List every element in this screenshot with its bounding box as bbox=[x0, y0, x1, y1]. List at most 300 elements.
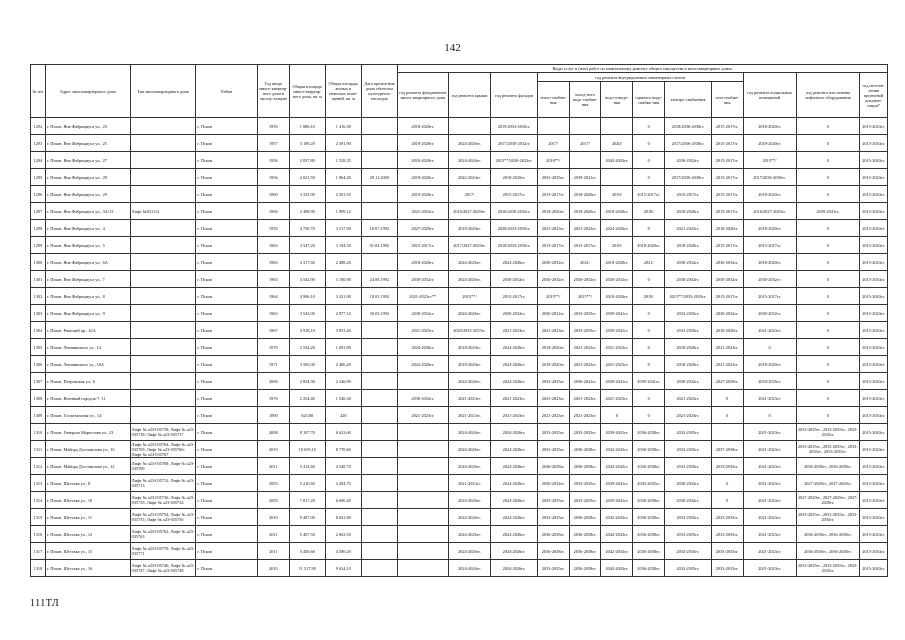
cell-year: 1957 bbox=[257, 135, 289, 152]
cell-lift: 0 bbox=[796, 118, 860, 135]
cell-living: 6 841,80 bbox=[325, 509, 361, 526]
cell-date bbox=[361, 407, 397, 424]
cell-facade: 2024-2026гг. bbox=[491, 492, 538, 509]
cell-gas: 2015-2017гг. bbox=[711, 169, 743, 186]
cell-gas: 2033-2035гг. bbox=[711, 526, 743, 543]
cell-lift: 0 bbox=[796, 135, 860, 152]
cell-hot: 2036-2038гг. bbox=[633, 560, 665, 577]
cell-foundation: 2018-2020гг. bbox=[397, 169, 448, 186]
cell-cold: 2033-2035гг. bbox=[569, 322, 601, 339]
cell-facade: 2021-2023гг. bbox=[491, 390, 538, 407]
cell-foundation bbox=[397, 373, 448, 390]
cell-total: 8 107,70 bbox=[289, 424, 325, 441]
cell-num: 1317 bbox=[31, 543, 46, 560]
cell-address: г. Псков, Генерала Маргелова ул., 23 bbox=[45, 424, 130, 441]
cell-cold: 2030-2032гг. bbox=[569, 271, 601, 288]
table-row bbox=[31, 407, 888, 424]
cell-total: 4 906,10 bbox=[289, 288, 325, 305]
cell-lift: 0 bbox=[796, 220, 860, 237]
cell-living: 4 294,70 bbox=[325, 475, 361, 492]
cell-address: г. Псков, Яна Фабрициуса ул., 25 bbox=[45, 135, 130, 152]
cell-docs: 2015-2043гг. bbox=[860, 254, 888, 271]
cell-num: 1292 bbox=[31, 118, 46, 135]
cell-sewer: 2039-2041гг. bbox=[601, 322, 633, 339]
cell-num: 1294 bbox=[31, 152, 46, 169]
cell-sewer: 2039-2041гг. bbox=[601, 492, 633, 509]
cell-lift: 2036-2038гг., 2036-2038гг. bbox=[796, 458, 860, 475]
cell-roof: 2021-2023гг. bbox=[448, 390, 490, 407]
cell-living: 6 696,40 bbox=[325, 492, 361, 509]
cell-total: 3 547,20 bbox=[289, 237, 325, 254]
cell-type bbox=[130, 169, 196, 186]
cell-living: 2 488,20 bbox=[325, 254, 361, 271]
cell-date: 29.11.2000 bbox=[361, 169, 397, 186]
cell-sewer: 2042-2043гг. bbox=[601, 560, 633, 577]
cell-hot: 0 bbox=[633, 118, 665, 135]
cell-lift: 2033-2035гг., 2033-2035гг., 2033-2035гг. bbox=[796, 560, 860, 577]
cell-type bbox=[130, 339, 196, 356]
table-row bbox=[31, 526, 888, 543]
cell-elec: 2030-2032гг. bbox=[665, 475, 712, 492]
header-heating: тепло-снабже-ния bbox=[537, 82, 569, 118]
cell-num: 1314 bbox=[31, 492, 46, 509]
cell-gas: 2037-2038гг. bbox=[711, 441, 743, 458]
cell-year: 1966 bbox=[257, 203, 289, 220]
header-gas: газо-снабже-ния bbox=[711, 82, 743, 118]
cell-basement: 2021-2023гг. bbox=[743, 560, 796, 577]
cell-lift: 0 bbox=[796, 152, 860, 169]
cell-living: 2 391,90 bbox=[325, 135, 361, 152]
cell-cold: 2015-2017гг. bbox=[569, 237, 601, 254]
cell-district: г. Псков bbox=[196, 186, 258, 203]
cell-hot: 2039-2041гг. bbox=[633, 373, 665, 390]
cell-year: 1970 bbox=[257, 339, 289, 356]
cell-basement: 2016/2027-2029гг. bbox=[743, 203, 796, 220]
cell-heat bbox=[537, 118, 569, 135]
cell-roof: 2017/ bbox=[448, 186, 490, 203]
cell-type bbox=[130, 254, 196, 271]
cell-gas: 2018-2020гг. bbox=[711, 220, 743, 237]
cell-docs: 2015-2043гг. bbox=[860, 543, 888, 560]
cell-cold: 2018-2020гг. bbox=[569, 203, 601, 220]
cell-docs: 2015-2043гг. bbox=[860, 305, 888, 322]
cell-docs: 2015-2043гг. bbox=[860, 118, 888, 135]
cell-address: г. Псков, Шестака ул., 8 bbox=[45, 475, 130, 492]
header-year-built: Год ввода много-квартир-ного дома в эксплу-атацию bbox=[257, 65, 289, 118]
cell-gas: 2015-2017гг. bbox=[711, 237, 743, 254]
table-row bbox=[31, 118, 888, 135]
cell-elec: 2033-2035гг. bbox=[665, 543, 712, 560]
cell-type bbox=[130, 237, 196, 254]
cell-facade: 2024-2026гг. bbox=[491, 509, 538, 526]
cell-docs: 2015-2043гг. bbox=[860, 441, 888, 458]
cell-basement: 2015-2017гг. bbox=[743, 288, 796, 305]
cell-lift: 0 bbox=[796, 237, 860, 254]
cell-year: 2011 bbox=[257, 458, 289, 475]
cell-cold: 2036-2041гг. bbox=[569, 373, 601, 390]
cell-total: 2 934,30 bbox=[289, 373, 325, 390]
table-row bbox=[31, 322, 888, 339]
cell-heat: 2036-2038гг. bbox=[537, 543, 569, 560]
cell-cold: 2036-2038гг. bbox=[569, 560, 601, 577]
cell-living: 2 406,20 bbox=[325, 356, 361, 373]
cell-facade: 2015-2017гг. bbox=[491, 288, 538, 305]
cell-living: 2 346,90 bbox=[325, 373, 361, 390]
cell-type bbox=[130, 220, 196, 237]
cell-living: 1 546,30 bbox=[325, 390, 361, 407]
cell-sewer: 2039-2041гг. bbox=[601, 475, 633, 492]
cell-address: г. Псков, Яна Фабрициуса ул., 29 bbox=[45, 186, 130, 203]
cell-gas: 2018-2020гг. bbox=[711, 322, 743, 339]
header-works-group: Виды услуг и (или) работ по капитальному ремонту общего имущества в многоквартирных домах bbox=[397, 65, 887, 73]
cell-gas: 2033-2035гг. bbox=[711, 458, 743, 475]
cell-roof: 2024-2026гг. bbox=[448, 254, 490, 271]
cell-num: 1311 bbox=[31, 441, 46, 458]
cell-date bbox=[361, 339, 397, 356]
cell-basement: 2021-2023гг. bbox=[743, 543, 796, 560]
cell-foundation bbox=[397, 509, 448, 526]
cell-district: г. Псков bbox=[196, 339, 258, 356]
cell-living: 3 217,90 bbox=[325, 220, 361, 237]
cell-facade: 2024-2026гг. bbox=[491, 254, 538, 271]
page-number: 142 bbox=[444, 42, 461, 54]
cell-hot: 2036-2038гг. bbox=[633, 509, 665, 526]
cell-elec: 2021-2023гг. bbox=[665, 220, 712, 237]
cell-date bbox=[361, 152, 397, 169]
cell-hot: 0 bbox=[633, 220, 665, 237]
header-house-type: Тип многоквартирного дома bbox=[130, 65, 196, 118]
cell-district: г. Псков bbox=[196, 526, 258, 543]
cell-roof: 2024-2026гг. bbox=[448, 424, 490, 441]
cell-docs: 2015-2043гг. bbox=[860, 271, 888, 288]
cell-total: 3 918,10 bbox=[289, 322, 325, 339]
cell-hot: 2018/ bbox=[633, 203, 665, 220]
cell-roof: 2017/2027-2029гг. bbox=[448, 237, 490, 254]
cell-elec: 2030-2032гг. bbox=[665, 152, 712, 169]
cell-type bbox=[130, 118, 196, 135]
cell-heat: 2033-2035гг. bbox=[537, 560, 569, 577]
cell-foundation bbox=[397, 441, 448, 458]
cell-facade: 2024-2026гг. bbox=[491, 441, 538, 458]
cell-hot: 2036-2038гг. bbox=[633, 492, 665, 509]
cell-date: 01.04.1992 bbox=[361, 237, 397, 254]
cell-facade: 2024-2026гг. bbox=[491, 339, 538, 356]
cell-date: 24.06.1992 bbox=[361, 271, 397, 288]
cell-district: г. Псков bbox=[196, 220, 258, 237]
cell-hot: 0 bbox=[633, 356, 665, 373]
cell-district: г. Псков bbox=[196, 237, 258, 254]
cell-elec: 2030-2032гг. bbox=[665, 254, 712, 271]
cell-elec: 2015**/2033-2035гг. bbox=[665, 288, 712, 305]
cell-num: 1316 bbox=[31, 526, 46, 543]
cell-heat: 2015-2017гг. bbox=[537, 237, 569, 254]
cell-date bbox=[361, 543, 397, 560]
cell-cold: 2039-2041гг. bbox=[569, 169, 601, 186]
cell-roof: 2024-2026гг. bbox=[448, 560, 490, 577]
cell-basement: 2021-2023гг. bbox=[743, 526, 796, 543]
cell-hot: 2036-2038гг. bbox=[633, 424, 665, 441]
cell-facade: 2021-2023гг. bbox=[491, 322, 538, 339]
cell-facade: 2024-2026гг. bbox=[491, 475, 538, 492]
cell-living: 2 501,93 bbox=[325, 186, 361, 203]
cell-district: г. Псков bbox=[196, 475, 258, 492]
table-row bbox=[31, 186, 888, 203]
cell-basement: 2018-2020гг. bbox=[743, 220, 796, 237]
table-row bbox=[31, 237, 888, 254]
cell-sewer: 2018-2020гг. bbox=[601, 203, 633, 220]
cell-address: г. Псков, Шестака ул., 16 bbox=[45, 560, 130, 577]
cell-lift: 0 bbox=[796, 254, 860, 271]
cell-foundation: 2018-2020гг. bbox=[397, 118, 448, 135]
cell-docs: 2015-2043гг. bbox=[860, 152, 888, 169]
cell-date bbox=[361, 458, 397, 475]
cell-address: г. Псков, Яна Фабрициуса ул., 8 bbox=[45, 288, 130, 305]
cell-district: г. Псков bbox=[196, 390, 258, 407]
cell-date bbox=[361, 560, 397, 577]
cell-num: 1295 bbox=[31, 169, 46, 186]
cell-address: г. Псков, Шестака ул., 15 bbox=[45, 543, 130, 560]
header-design-docs: год изготов-ления проектной докумен-тации* bbox=[860, 73, 888, 118]
cell-docs: 2015-2043гг. bbox=[860, 203, 888, 220]
cell-docs: 2015-2043гг. bbox=[860, 390, 888, 407]
cell-foundation bbox=[397, 526, 448, 543]
header-sewerage: водо-отведе-ния bbox=[601, 82, 633, 118]
cell-heat: 2036-2038гг. bbox=[537, 458, 569, 475]
header-num: № п/п bbox=[31, 65, 46, 118]
cell-total: 11 517,90 bbox=[289, 560, 325, 577]
cell-district: г. Псков bbox=[196, 509, 258, 526]
cell-roof: 2042-2043гг. bbox=[448, 169, 490, 186]
cell-heat: 2033-2035гг. bbox=[537, 492, 569, 509]
cell-lift: 0 bbox=[796, 390, 860, 407]
cell-living: 2 877,10 bbox=[325, 305, 361, 322]
cell-basement: 2021-2023гг. bbox=[743, 458, 796, 475]
table-row bbox=[31, 424, 888, 441]
cell-type bbox=[130, 288, 196, 305]
header-cold-water: холод-ного водо-снабже-ния bbox=[569, 82, 601, 118]
cell-district: г. Псков bbox=[196, 288, 258, 305]
cell-date bbox=[361, 203, 397, 220]
cell-gas: 2027-2029гг. bbox=[711, 373, 743, 390]
footer-mark: 111ТЛ bbox=[30, 598, 60, 609]
table-row bbox=[31, 135, 888, 152]
cell-roof: 2024-2026гг. bbox=[448, 526, 490, 543]
cell-num: 1299 bbox=[31, 237, 46, 254]
cell-gas: 2033-2035гг. bbox=[711, 560, 743, 577]
cell-sewer: 2021-2023гг. bbox=[601, 390, 633, 407]
cell-basement: 2018-2020гг. bbox=[743, 118, 796, 135]
cell-num: 1300 bbox=[31, 254, 46, 271]
cell-heat: 2015-2017гг. bbox=[537, 186, 569, 203]
cell-foundation: 2018-2020гг. bbox=[397, 135, 448, 152]
cell-type bbox=[130, 390, 196, 407]
cell-district: г. Псков bbox=[196, 254, 258, 271]
cell-basement: 2021-2023гг. bbox=[743, 390, 796, 407]
cell-living: 8 770,60 bbox=[325, 441, 361, 458]
cell-num: 1303 bbox=[31, 305, 46, 322]
cell-gas: 2015-2017гг. bbox=[711, 186, 743, 203]
header-recognition-date: Дата призна-ния дома объектом культурного наследия bbox=[361, 65, 397, 118]
cell-basement: 2021-2023гг. bbox=[743, 475, 796, 492]
cell-num: 1298 bbox=[31, 220, 46, 237]
cell-sewer: 2019/ bbox=[601, 186, 633, 203]
cell-date bbox=[361, 526, 397, 543]
table-row bbox=[31, 254, 888, 271]
cell-total: 3 335,90 bbox=[289, 186, 325, 203]
cell-year: 2008 bbox=[257, 424, 289, 441]
cell-roof: 2018-2020гг. bbox=[448, 220, 490, 237]
cell-elec: 2018-2020гг. bbox=[665, 237, 712, 254]
cell-type: Лифт № а23-035736; Лифт № а23-035735; Лифт № а23-035734 bbox=[130, 492, 196, 509]
table-row bbox=[31, 203, 888, 220]
cell-foundation: 2021-2023гг. bbox=[397, 407, 448, 424]
cell-address: г. Псков, Шестака ул., 12 bbox=[45, 526, 130, 543]
cell-hot: 0 bbox=[633, 135, 665, 152]
table-row bbox=[31, 458, 888, 475]
cell-elec: 2018-2020гг. bbox=[665, 356, 712, 373]
cell-cold: 2036-2038гг. bbox=[569, 458, 601, 475]
cell-year: 1956 bbox=[257, 152, 289, 169]
table-row bbox=[31, 169, 888, 186]
cell-facade: 2024-2026гг. bbox=[491, 560, 538, 577]
cell-lift: 0 bbox=[796, 305, 860, 322]
cell-num: 1318 bbox=[31, 560, 46, 577]
cell-docs: 2015-2043гг. bbox=[860, 509, 888, 526]
cell-gas: 2015-2017гг. bbox=[711, 118, 743, 135]
cell-basement: 2018-2020гг. bbox=[743, 186, 796, 203]
cell-type bbox=[130, 135, 196, 152]
cell-lift: 2036-2038гг., 2036-2038гг. bbox=[796, 526, 860, 543]
cell-docs: 2015-2043гг. bbox=[860, 169, 888, 186]
cell-facade: 2017/2030-2032гг. bbox=[491, 135, 538, 152]
cell-sewer bbox=[601, 118, 633, 135]
cell-district: г. Псков bbox=[196, 441, 258, 458]
cell-roof: 2024-2026гг. bbox=[448, 135, 490, 152]
cell-hot: 0 bbox=[633, 407, 665, 424]
cell-lift: 2033-2035гг., 2033-2035гг., 2033-2035гг. bbox=[796, 509, 860, 526]
cell-date bbox=[361, 390, 397, 407]
cell-num: 1304 bbox=[31, 322, 46, 339]
cell-year: 1976 bbox=[257, 390, 289, 407]
cell-heat: 2033-2035гг. bbox=[537, 169, 569, 186]
cell-hot: 2036-2038гг. bbox=[633, 441, 665, 458]
cell-address: г. Псков, Яна Фабрициуса ул., 27 bbox=[45, 152, 130, 169]
cell-docs: 2015-2043гг. bbox=[860, 186, 888, 203]
cell-date bbox=[361, 475, 397, 492]
cell-district: г. Псков bbox=[196, 543, 258, 560]
cell-year: 2011 bbox=[257, 526, 289, 543]
cell-district: г. Псков bbox=[196, 322, 258, 339]
table-row bbox=[31, 271, 888, 288]
cell-sewer: 2021-2023гг. bbox=[601, 339, 633, 356]
cell-basement: 2017/2036-2038гг. bbox=[743, 169, 796, 186]
cell-facade: 2024-2026гг. bbox=[491, 543, 538, 560]
cell-date bbox=[361, 356, 397, 373]
cell-foundation: 2018-2020гг. bbox=[397, 152, 448, 169]
cell-type bbox=[130, 373, 196, 390]
header-total-area: Общая площадь много-квартир-ного дома, кв. м bbox=[289, 65, 325, 118]
cell-docs: 2015-2043гг. bbox=[860, 356, 888, 373]
cell-date bbox=[361, 322, 397, 339]
cell-total: 2 534,20 bbox=[289, 339, 325, 356]
cell-sewer: 2042-2043гг. bbox=[601, 526, 633, 543]
cell-elec: 2033-2035гг. bbox=[665, 441, 712, 458]
cell-hot: 0 bbox=[633, 305, 665, 322]
cell-basement: 2021-2023гг. bbox=[743, 492, 796, 509]
cell-total: 2 498,90 bbox=[289, 203, 325, 220]
cell-living: 9 624,10 bbox=[325, 560, 361, 577]
cell-district: г. Псков bbox=[196, 492, 258, 509]
cell-lift: 0 bbox=[796, 322, 860, 339]
cell-elec: 2033-2035гг. bbox=[665, 305, 712, 322]
cell-hot: 2033-2035гг. bbox=[633, 475, 665, 492]
cell-roof: 2016/2027-2029гг. bbox=[448, 203, 490, 220]
cell-num: 1297 bbox=[31, 203, 46, 220]
cell-district: г. Псков bbox=[196, 373, 258, 390]
cell-gas: 2030-2032гг. bbox=[711, 254, 743, 271]
cell-cold: 2021/ bbox=[569, 254, 601, 271]
cell-facade: 2018-2020гг. bbox=[491, 169, 538, 186]
cell-hot: 0 bbox=[633, 152, 665, 169]
cell-foundation: 2021-2023гг. bbox=[397, 203, 448, 220]
cell-total: 5 407,50 bbox=[289, 526, 325, 543]
cell-hot: 0 bbox=[633, 169, 665, 186]
cell-foundation: 2030-2032гг. bbox=[397, 271, 448, 288]
cell-roof: 2024-2026гг. bbox=[448, 305, 490, 322]
cell-address: г. Псков, Петровская ул., 6 bbox=[45, 373, 130, 390]
cell-gas: 2030-2032гг. bbox=[711, 305, 743, 322]
cell-num: 1308 bbox=[31, 390, 46, 407]
cell-gas: 2033-2035гг. bbox=[711, 543, 743, 560]
cell-roof: 2024-2026гг. bbox=[448, 509, 490, 526]
cell-roof: 2015**/ bbox=[448, 288, 490, 305]
cell-district: г. Псков bbox=[196, 305, 258, 322]
cell-elec: 2018-2020гг. bbox=[665, 203, 712, 220]
cell-facade: 2024-2026гг. bbox=[491, 526, 538, 543]
cell-hot: 2036-2038гг. bbox=[633, 458, 665, 475]
cell-lift: 0 bbox=[796, 407, 860, 424]
cell-living: 1 528,35 bbox=[325, 152, 361, 169]
cell-docs: 2015-2043гг. bbox=[860, 492, 888, 509]
cell-num: 1312 bbox=[31, 458, 46, 475]
cell-type: Лифт № а23-035762; Лифт № а23-035763 bbox=[130, 526, 196, 543]
cell-elec: 2030-2032гг. bbox=[665, 271, 712, 288]
cell-address: г. Псков, Яна Фабрициуса ул., 9 bbox=[45, 305, 130, 322]
cell-type: Лифт № а23-035770; Лифт № а23-035771 bbox=[130, 543, 196, 560]
cell-year: 1967 bbox=[257, 322, 289, 339]
cell-type bbox=[130, 186, 196, 203]
table-row bbox=[31, 339, 888, 356]
cell-sewer: 2039-2041гг. bbox=[601, 424, 633, 441]
cell-elec: 2017/2036-2038гг. bbox=[665, 135, 712, 152]
cell-sewer: 2021-2023гг. bbox=[601, 356, 633, 373]
cell-year: 1964 bbox=[257, 288, 289, 305]
cell-lift: 0 bbox=[796, 356, 860, 373]
cell-type bbox=[130, 407, 196, 424]
header-elevator: год ремонта или замены лифтового оборудования bbox=[796, 73, 860, 118]
cell-year: 1963 bbox=[257, 305, 289, 322]
cell-living: 1 864,40 bbox=[325, 169, 361, 186]
cell-cold: 2021-2023гг. bbox=[569, 407, 601, 424]
cell-foundation: 2030-2032гг. bbox=[397, 390, 448, 407]
cell-gas: 0 bbox=[711, 390, 743, 407]
cell-heat: 2033-2035гг. bbox=[537, 373, 569, 390]
cell-roof: 2024-2026гг. bbox=[448, 458, 490, 475]
cell-lift: 0 bbox=[796, 288, 860, 305]
cell-roof: 2024-2026гг. bbox=[448, 543, 490, 560]
cell-living: 3 194,50 bbox=[325, 237, 361, 254]
cell-address: г. Псков, Рижский пр., 42А bbox=[45, 322, 130, 339]
